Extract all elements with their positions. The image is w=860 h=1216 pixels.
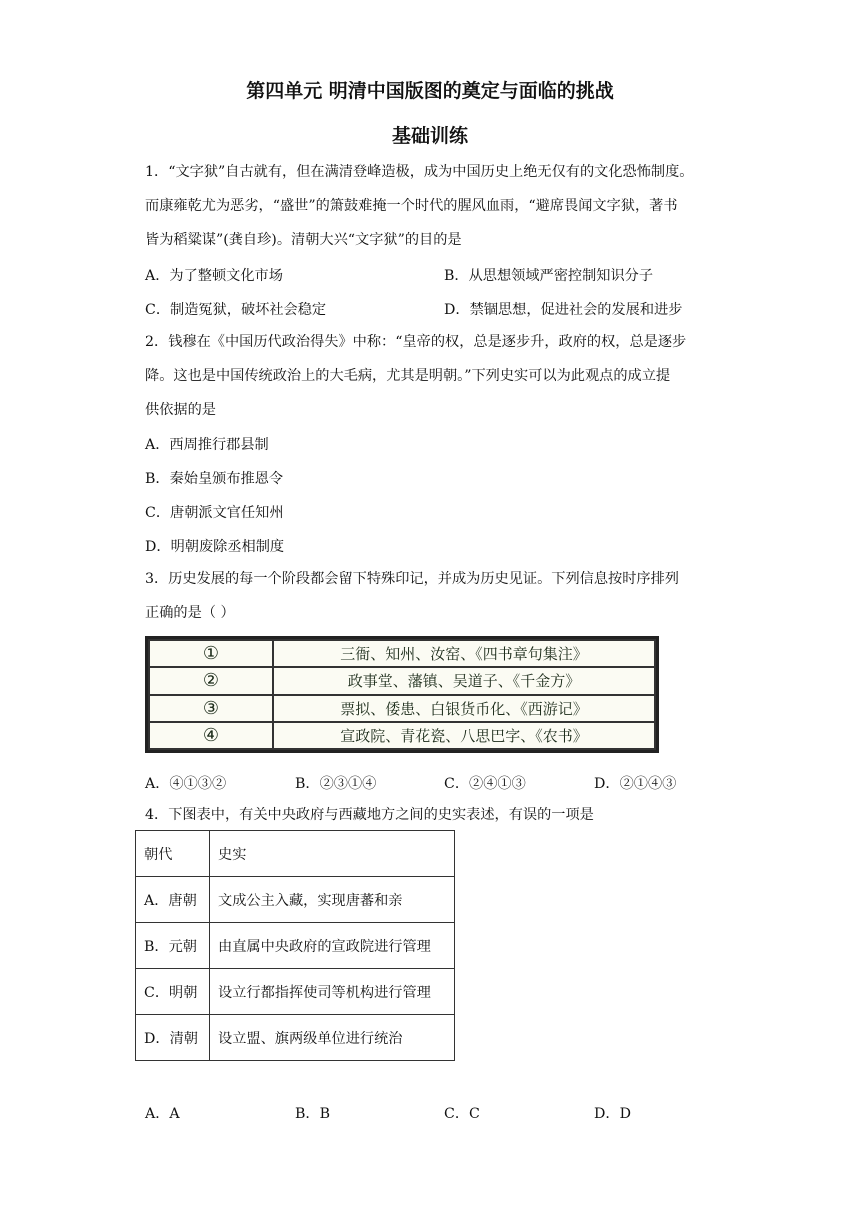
- question-text: 供依据的是: [145, 402, 216, 418]
- table-row: [149, 722, 655, 749]
- dynasty-cell: B．元朝: [136, 923, 210, 969]
- page-title: 第四单元 明清中国版图的奠定与面临的挑战: [246, 80, 614, 102]
- option-b[interactable]: B．B: [295, 1106, 331, 1122]
- table-row: [149, 695, 655, 722]
- option-a[interactable]: A．④①③②: [145, 776, 227, 792]
- option-b[interactable]: B．②③①④: [295, 776, 377, 792]
- option-a[interactable]: A．为了整顿文化市场: [145, 268, 283, 284]
- question-text: 3．历史发展的每一个阶段都会留下特殊印记，并成为历史见证。下列信息按时序排列: [145, 571, 679, 587]
- fact-cell: 设立盟、旗两级单位进行统治: [210, 1015, 455, 1061]
- question-text: 1．“文字狱”自古就有，但在满清登峰造极，成为中国历史上绝无仅有的文化恐怖制度。: [145, 164, 694, 180]
- column-header-dynasty: 朝代: [136, 831, 210, 877]
- dynasty-cell: A．唐朝: [136, 877, 210, 923]
- table-row: [136, 969, 455, 1015]
- row-number: ①: [149, 640, 273, 667]
- option-c[interactable]: C．制造冤狱，破坏社会稳定: [145, 302, 327, 318]
- option-c[interactable]: C．唐朝派文官任知州: [145, 505, 284, 521]
- row-info: 政事堂、藩镇、吴道子、《千金方》: [273, 667, 655, 694]
- table-row: [149, 667, 655, 694]
- dynasty-fact-table: [135, 830, 455, 1061]
- question-text: 2．钱穆在《中国历代政治得失》中称：“皇帝的权，总是逐步升，政府的权，总是逐步: [145, 334, 687, 350]
- option-c[interactable]: C．②④①③: [444, 776, 526, 792]
- history-info-table-image: [145, 636, 659, 753]
- row-info: 票拟、倭患、白银货币化、《西游记》: [273, 695, 655, 722]
- question-text: 而康雍乾尤为恶劣，“盛世”的箫鼓难掩一个时代的腥风血雨，“避席畏闻文字狱，著书: [145, 198, 678, 214]
- option-d[interactable]: D．明朝废除丞相制度: [145, 539, 285, 555]
- option-b[interactable]: B．秦始皇颁布推恩令: [145, 471, 284, 487]
- page-subtitle: 基础训练: [391, 125, 468, 147]
- option-b[interactable]: B．从思想领域严密控制知识分子: [444, 268, 654, 284]
- table-header-row: [136, 831, 455, 877]
- option-a[interactable]: A．A: [145, 1106, 180, 1122]
- option-d[interactable]: D．禁锢思想，促进社会的发展和进步: [444, 302, 683, 318]
- dynasty-cell: D．清朝: [136, 1015, 210, 1061]
- row-number: ②: [149, 667, 273, 694]
- row-number: ④: [149, 722, 273, 749]
- question-text: 4．下图表中，有关中央政府与西藏地方之间的史实表述，有误的一项是: [145, 807, 594, 823]
- table-row: [136, 877, 455, 923]
- row-number: ③: [149, 695, 273, 722]
- fact-cell: 设立行都指挥使司等机构进行管理: [210, 969, 455, 1015]
- option-c[interactable]: C．C: [444, 1106, 480, 1122]
- table-row: [149, 640, 655, 667]
- row-info: 三衙、知州、汝窑、《四书章句集注》: [273, 640, 655, 667]
- table-row: [136, 1015, 455, 1061]
- dynasty-cell: C．明朝: [136, 969, 210, 1015]
- question-text: 降。这也是中国传统政治上的大毛病，尤其是明朝。”下列史实可以为此观点的成立提: [145, 368, 671, 384]
- question-text: 皆为稻粱谋”(龚自珍)。清朝大兴“文字狱”的目的是: [145, 232, 462, 248]
- fact-cell: 由直属中央政府的宣政院进行管理: [210, 923, 455, 969]
- option-d[interactable]: D．②①④③: [594, 776, 677, 792]
- option-a[interactable]: A．西周推行郡县制: [145, 437, 269, 453]
- fact-cell: 文成公主入藏，实现唐蕃和亲: [210, 877, 455, 923]
- row-info: 宣政院、青花瓷、八思巴字、《农书》: [273, 722, 655, 749]
- question-text: 正确的是（ ）: [145, 605, 235, 621]
- column-header-fact: 史实: [210, 831, 455, 877]
- table-row: [136, 923, 455, 969]
- option-d[interactable]: D．D: [594, 1106, 631, 1122]
